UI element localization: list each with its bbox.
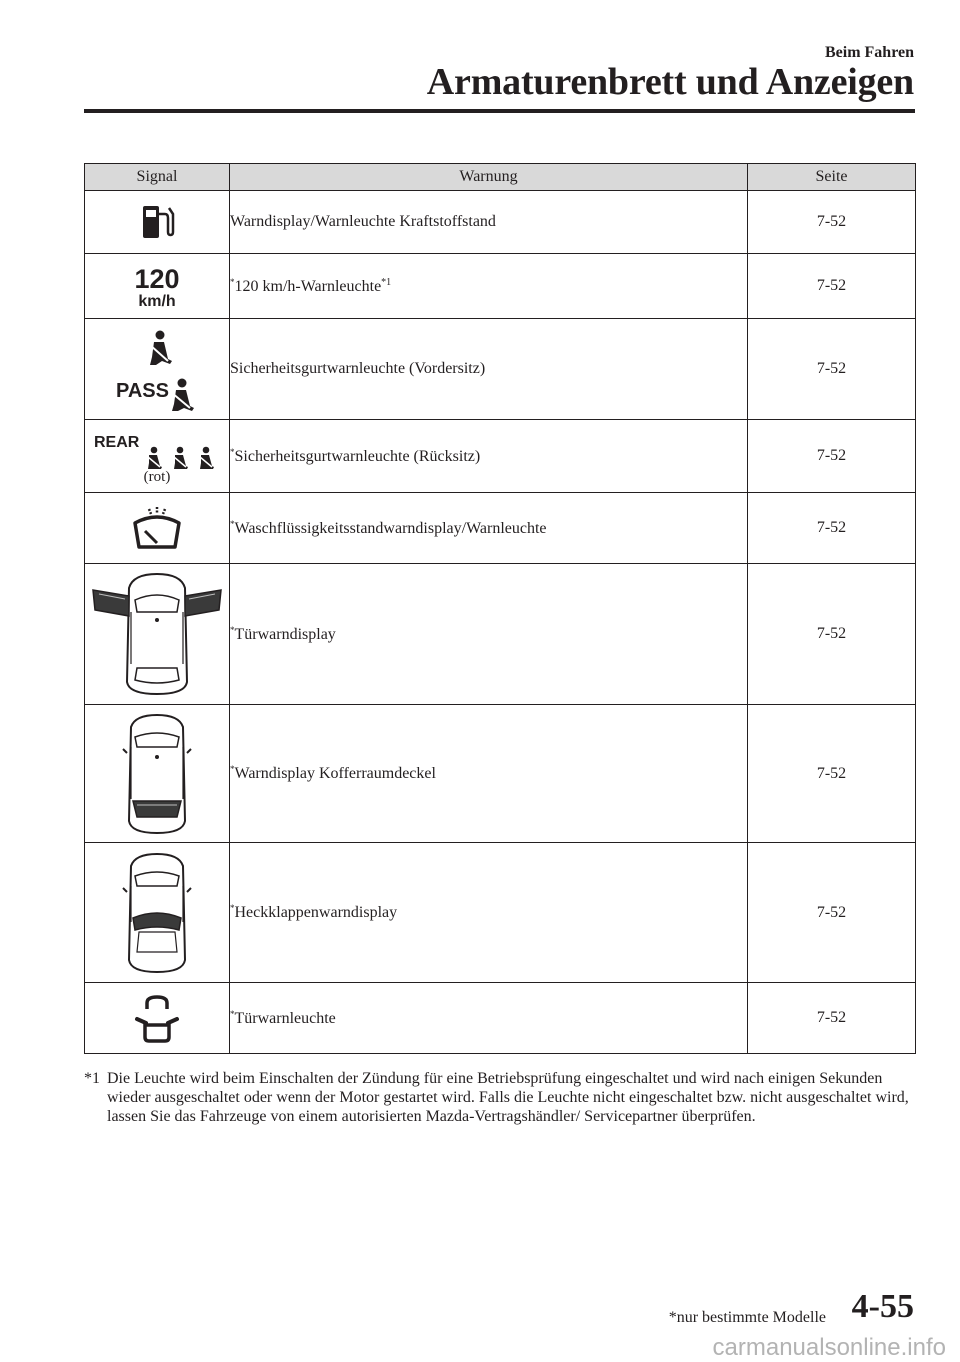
footnote-text: Die Leuchte wird beim Einschalten der Zündung für eine Betriebsprüfung eingeschaltet und wird nach einigen Sekunden wieder ausgeschaltet oder wenn der Motor gestartet wird. Falls die Leuchte nicht eingeschaltet bzw. nicht ausgeschaltet wird, lassen Sie das Fahrzeuge von einem autorisierten Mazda-Vertragshändler/ Servicepartner überprüfen. [107, 1070, 909, 1125]
warning-cell [230, 319, 748, 420]
page-cell: 7-52 [748, 564, 916, 705]
page-cell: 7-52 [748, 705, 916, 843]
model-asterisk: * [230, 1008, 235, 1019]
table-row [85, 493, 916, 564]
page-cell: 7-52 [748, 319, 916, 420]
fuel-pump-icon [137, 202, 177, 242]
model-asterisk: * [230, 518, 235, 529]
signal-cell [85, 983, 230, 1054]
footnote-ref: *1 [381, 276, 392, 288]
warning-cell [230, 493, 748, 564]
table-row [85, 564, 916, 705]
warning-cell [230, 983, 748, 1054]
page-cell: 7-52 [748, 983, 916, 1054]
table-row [85, 705, 916, 843]
column-header-signal: Signal [85, 164, 230, 191]
page-title: Armaturenbrett und Anzeigen [426, 61, 914, 103]
model-asterisk: * [230, 624, 235, 635]
color-label: (rot) [143, 468, 171, 485]
warning-text: Sicherheitsgurtwarnleuchte (Rücksitz) [234, 447, 481, 465]
table-row [85, 191, 916, 254]
speed-unit-text: km/h [138, 293, 176, 310]
watermark: carmanualsonline.info [712, 1334, 946, 1361]
footnote [84, 1069, 915, 1126]
warning-text: Heckklappenwarndisplay [234, 904, 398, 921]
warning-text: Türwarnleuchte [234, 1009, 336, 1027]
warning-cell [230, 843, 748, 983]
warning-cell [230, 191, 748, 254]
table-row [85, 319, 916, 420]
page-cell: 7-52 [748, 420, 916, 493]
warning-text: 120 km/h-Warnleuchte [234, 277, 382, 295]
warning-text: Warndisplay Kofferraumdeckel [234, 765, 436, 782]
warning-cell [230, 705, 748, 843]
warning-text: Waschflüssigkeitsstandwarndisplay/Warnleuchte [234, 519, 547, 537]
pass-label: PASS [116, 380, 169, 402]
door-ajar-icon [129, 993, 185, 1043]
seatbelt-rear-icon [92, 427, 222, 469]
models-note: *nur bestimmte Modelle [668, 1309, 826, 1326]
warning-text: Warndisplay/Warnleuchte Kraftstoffstand [230, 213, 496, 230]
signal-cell [85, 564, 230, 705]
table-row [85, 420, 916, 493]
speed-120-kmh-icon [127, 262, 187, 310]
warning-cell [230, 420, 748, 493]
model-asterisk: * [230, 446, 235, 457]
section-title: Beim Fahren [824, 44, 914, 61]
signal-cell [85, 493, 230, 564]
signal-cell [85, 420, 230, 493]
car-hatch-open-icon [117, 852, 197, 974]
page-cell: 7-52 [748, 254, 916, 319]
signal-cell [85, 254, 230, 319]
page-cell: 7-52 [748, 191, 916, 254]
table-row [85, 843, 916, 983]
model-asterisk: * [230, 903, 235, 913]
page-cell: 7-52 [748, 493, 916, 564]
page-number: 4-55 [851, 1288, 914, 1325]
model-asterisk: * [230, 276, 235, 287]
table-row [85, 254, 916, 319]
table-header-row [85, 164, 916, 191]
warning-cell [230, 254, 748, 319]
warning-text: Sicherheitsgurtwarnleuchte (Vordersitz) [230, 360, 486, 377]
car-trunk-open-icon [117, 713, 197, 835]
rear-label: REAR [94, 433, 140, 451]
header-rule [84, 109, 915, 113]
warning-text: Türwarndisplay [234, 625, 336, 643]
warning-cell [230, 564, 748, 705]
signal-cell [85, 191, 230, 254]
signal-cell [85, 843, 230, 983]
signal-cell [85, 319, 230, 420]
signal-cell [85, 705, 230, 843]
warning-signals-table [84, 163, 916, 1054]
speed-value-text: 120 [134, 264, 180, 294]
column-header-page: Seite [748, 164, 916, 191]
table-row [85, 983, 916, 1054]
model-asterisk: * [230, 764, 235, 774]
footnote-mark: *1 [84, 1070, 100, 1087]
car-doors-open-icon [91, 572, 223, 696]
washer-fluid-icon [129, 505, 185, 551]
page-cell: 7-52 [748, 843, 916, 983]
seatbelt-front-icon [112, 327, 202, 411]
column-header-warning: Warnung [230, 164, 748, 191]
